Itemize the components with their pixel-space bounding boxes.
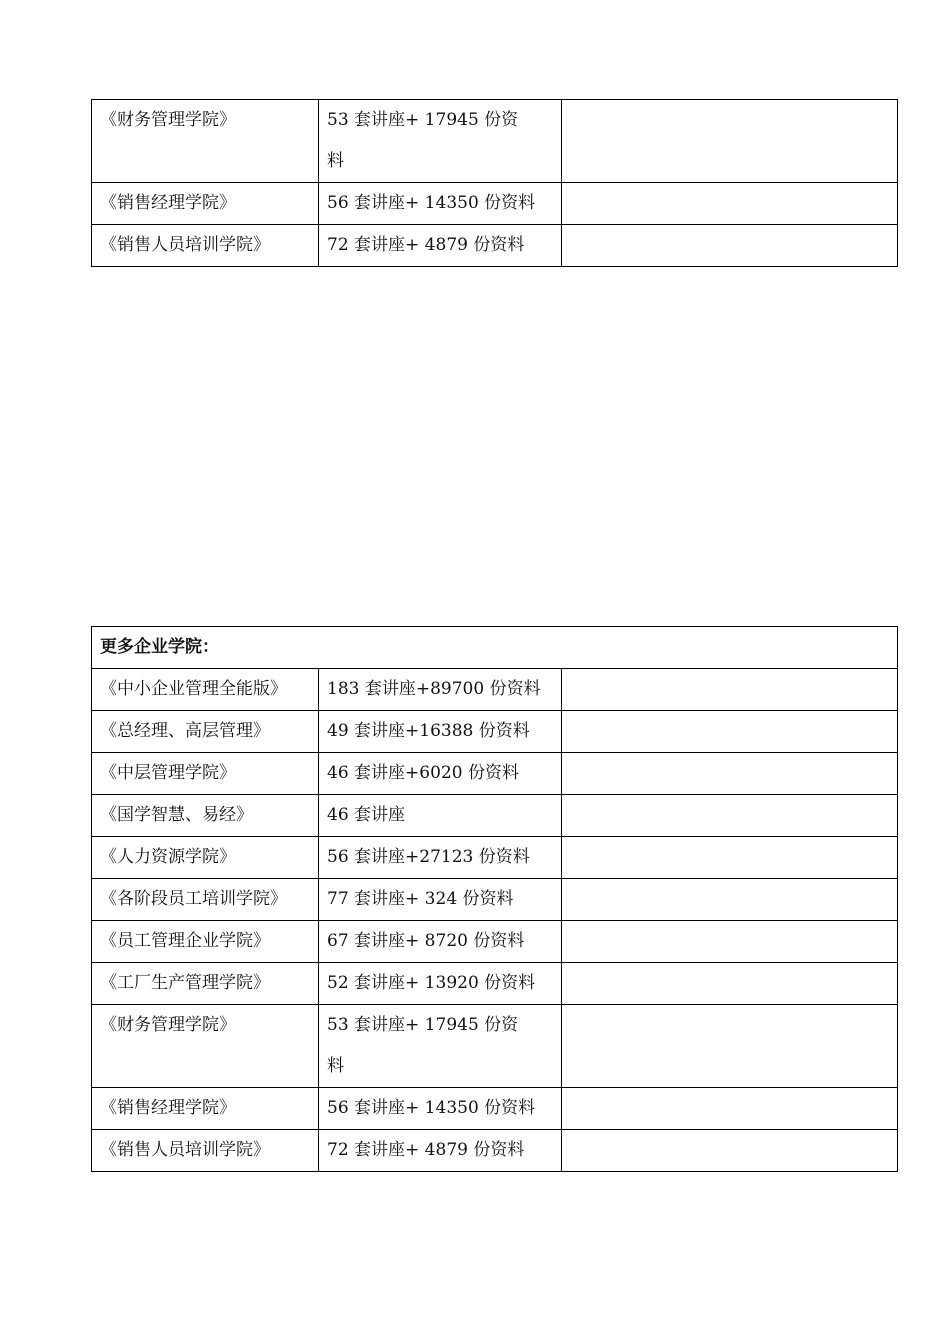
academy-resources-cell [319, 1005, 562, 1088]
academy-resources-cell [319, 1130, 562, 1172]
academy-resources: 77 套讲座+ 324 份资料 [327, 889, 514, 909]
academy-name-cell [92, 753, 319, 795]
academy-resources-cell [319, 711, 562, 753]
academy-table-top [91, 99, 898, 267]
academy-name: 《总经理、高层管理》 [100, 721, 270, 741]
academy-resources-cell [319, 963, 562, 1005]
academy-resources-cell [319, 879, 562, 921]
academy-name: 《中小企业管理全能版》 [100, 679, 287, 699]
table-row [92, 837, 898, 879]
academy-resources-cell [319, 795, 562, 837]
table-row [92, 921, 898, 963]
table-row [92, 1005, 898, 1088]
academy-resources-cell [319, 225, 562, 267]
empty-cell [562, 1088, 898, 1130]
academy-resources: 56 套讲座+27123 份资料 [327, 847, 530, 867]
academy-resources: 72 套讲座+ 4879 份资料 [327, 235, 525, 255]
academy-resources: 52 套讲座+ 13920 份资料 [327, 973, 536, 993]
academy-name-cell [92, 921, 319, 963]
academy-resources-cell [319, 669, 562, 711]
academy-name-cell [92, 879, 319, 921]
academy-name: 《销售人员培训学院》 [100, 235, 270, 255]
academy-name: 《工厂生产管理学院》 [100, 973, 270, 993]
empty-cell [562, 100, 898, 183]
table-row [92, 183, 898, 225]
academy-resources: 46 套讲座 [327, 805, 406, 825]
academy-name-cell [92, 669, 319, 711]
empty-cell [562, 963, 898, 1005]
academy-name: 《人力资源学院》 [100, 847, 236, 867]
table-row [92, 753, 898, 795]
academy-resources: 46 套讲座+6020 份资料 [327, 763, 519, 783]
academy-resources: 56 套讲座+ 14350 份资料 [327, 193, 536, 213]
empty-cell [562, 225, 898, 267]
empty-cell [562, 1130, 898, 1172]
academy-name-cell [92, 225, 319, 267]
table-row [92, 225, 898, 267]
academy-resources-cell [319, 837, 562, 879]
academy-name-cell [92, 100, 319, 183]
academy-resources: 53 套讲座+ 17945 份资料 [327, 110, 519, 171]
academy-name: 《员工管理企业学院》 [100, 931, 270, 951]
table-row [92, 711, 898, 753]
empty-cell [562, 753, 898, 795]
table-row [92, 1088, 898, 1130]
academy-name-cell [92, 1130, 319, 1172]
academy-resources: 183 套讲座+89700 份资料 [327, 679, 541, 699]
table-row [92, 100, 898, 183]
table-header-row [92, 627, 898, 669]
academy-resources-cell [319, 100, 562, 183]
academy-name: 《中层管理学院》 [100, 763, 236, 783]
academy-name-cell [92, 183, 319, 225]
academy-name-cell [92, 1005, 319, 1088]
table-row [92, 795, 898, 837]
academy-name: 《销售人员培训学院》 [100, 1140, 270, 1160]
academy-resources-cell [319, 753, 562, 795]
table-row [92, 669, 898, 711]
academy-resources: 72 套讲座+ 4879 份资料 [327, 1140, 525, 1160]
table-row [92, 963, 898, 1005]
academy-name: 《国学智慧、易经》 [100, 805, 253, 825]
academy-name: 《各阶段员工培训学院》 [100, 889, 287, 909]
empty-cell [562, 795, 898, 837]
table-row [92, 879, 898, 921]
academy-resources: 67 套讲座+ 8720 份资料 [327, 931, 525, 951]
academy-name: 《财务管理学院》 [100, 110, 236, 130]
academy-resources-cell [319, 183, 562, 225]
academy-resources: 49 套讲座+16388 份资料 [327, 721, 530, 741]
section-header: 更多企业学院： [92, 627, 898, 669]
table-row [92, 1130, 898, 1172]
academy-table-more [91, 626, 898, 1172]
academy-name-cell [92, 1088, 319, 1130]
academy-name: 《销售经理学院》 [100, 193, 236, 213]
academy-name-cell [92, 963, 319, 1005]
academy-name-cell [92, 795, 319, 837]
academy-resources: 56 套讲座+ 14350 份资料 [327, 1098, 536, 1118]
empty-cell [562, 711, 898, 753]
empty-cell [562, 183, 898, 225]
academy-name: 《销售经理学院》 [100, 1098, 236, 1118]
academy-name: 《财务管理学院》 [100, 1015, 236, 1035]
empty-cell [562, 669, 898, 711]
empty-cell [562, 879, 898, 921]
empty-cell [562, 837, 898, 879]
academy-resources: 53 套讲座+ 17945 份资料 [327, 1015, 519, 1076]
academy-name-cell [92, 837, 319, 879]
academy-resources-cell [319, 1088, 562, 1130]
empty-cell [562, 921, 898, 963]
academy-resources-cell [319, 921, 562, 963]
empty-cell [562, 1005, 898, 1088]
academy-name-cell [92, 711, 319, 753]
